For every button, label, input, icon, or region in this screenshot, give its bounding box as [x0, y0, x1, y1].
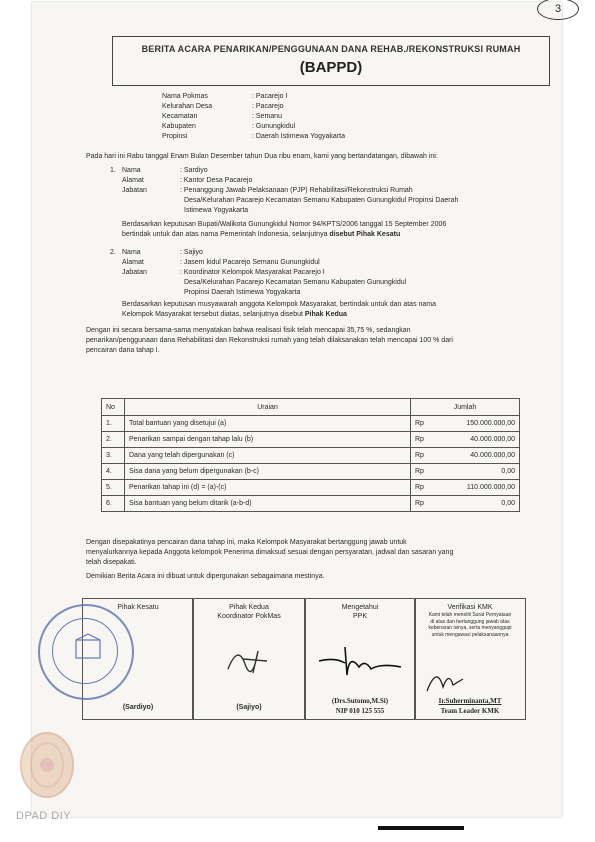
table-row — [102, 416, 520, 432]
row-currency: Rp — [411, 448, 434, 464]
document-title: BERITA ACARA PENARIKAN/PENGGUNAAN DANA REHAB./REKONSTRUKSI RUMAH — [141, 44, 521, 54]
party1-role-line3: Istimewa Yogyakarta — [184, 207, 249, 214]
party1-designation: disebut Pihak Kesatu — [329, 231, 401, 238]
handwritten-signature — [423, 661, 483, 697]
signature-title: Mengetahui — [341, 604, 379, 611]
table-row — [102, 432, 520, 448]
table-row — [102, 464, 520, 480]
row-no: 1. — [102, 416, 125, 432]
header-amount: Jumlah — [411, 399, 520, 416]
row-no: 4. — [102, 464, 125, 480]
header-no: No — [102, 399, 125, 416]
party2-role-label: Jabatan — [122, 269, 147, 276]
signature-box-pihak-kedua — [192, 598, 306, 720]
statement-line1: Dengan ini secara bersama-sama menyatakan bahwa realisasi fisik telah mencapai 35,75 %, sedangkan — [86, 327, 411, 334]
signatory-name: (Sajiyo) — [236, 704, 262, 711]
header-description: Uraian — [125, 399, 411, 416]
row-currency: Rp — [411, 496, 434, 512]
party2-name: : Sajiyo — [180, 249, 203, 256]
info-label-kecamatan: Kecamatan — [162, 113, 198, 120]
party2-number: 2. — [110, 249, 116, 256]
signature-title: Pihak Kesatu — [117, 604, 159, 611]
closing-statement: Demikian Berita Acara ini dibuat untuk dipergunakan sebagaimana mestinya. — [86, 573, 325, 580]
party1-address: : Kantor Desa Pacarejo — [180, 177, 253, 184]
signature-box-ppk — [304, 598, 416, 720]
signature-subtitle: Koordinator PokMas — [217, 613, 281, 620]
signature-title: Pihak Kedua — [229, 604, 269, 611]
info-value-kabupaten: : Gunungkidul — [252, 123, 296, 130]
info-value-pokmas: : Pacarejo I — [252, 93, 288, 100]
bottom-bar — [378, 826, 464, 830]
page-number: 3 — [537, 0, 579, 20]
table-row — [102, 480, 520, 496]
signature-subtitle: PPK — [352, 613, 367, 620]
party1-name: : Sardiyo — [180, 167, 208, 174]
funds-table — [101, 398, 520, 512]
party2-role-line2: Desa/Kelurahan Pacarejo Kecamatan Semanu Kabupaten Gunungkidul — [184, 279, 407, 286]
title-box — [112, 36, 550, 86]
party1-name-label: Nama — [122, 167, 141, 174]
row-currency: Rp — [411, 464, 434, 480]
party1-role-line1: : Penanggung Jawab Pelaksanaan (PJP) Rehabilitasi/Rekonstruksi Rumah — [180, 187, 413, 194]
party1-number: 1. — [110, 167, 116, 174]
info-value-kelurahan: : Pacarejo — [252, 103, 284, 110]
info-label-kabupaten: Kabupaten — [162, 123, 196, 130]
signatory-name: (Sardiyo) — [122, 704, 154, 711]
row-currency: Rp — [411, 480, 434, 496]
verification-note-line: untuk mengawasi pelaksanaannya — [431, 631, 509, 638]
party2-basis-text: Kelompok Masyarakat tersebut diatas, selanjutnya disebut — [122, 311, 303, 318]
info-label-pokmas: Nama Pokmas — [162, 93, 208, 100]
party2-basis-line2 — [122, 310, 347, 319]
row-no: 6. — [102, 496, 125, 512]
row-currency: Rp — [411, 432, 434, 448]
intro-text: Pada hari ini Rabu tanggal Enam Bulan Desember tahun Dua ribu enam, kami yang bertandatangan, dibawah ini: — [86, 153, 438, 160]
party2-role-line3: Propinsi Daerah Istimewa Yogyakarta — [184, 289, 301, 296]
signatory-name: Ir.Suherminanta,MT — [438, 697, 502, 705]
row-amount: 40.000.000,00 — [433, 448, 520, 464]
verification-note — [415, 612, 525, 638]
row-no: 2. — [102, 432, 125, 448]
party2-designation: Pihak Kedua — [304, 311, 347, 318]
party1-address-label: Alamat — [122, 177, 144, 184]
closing-line1: Dengan disepakatinya pencairan dana tahap ini, maka Kelompok Masyarakat bertanggung jawab untuk — [86, 539, 407, 546]
row-amount: 0,00 — [433, 464, 520, 480]
stamp-emblem-icon — [68, 630, 108, 670]
row-description: Dana yang telah dipergunakan (c) — [125, 448, 411, 464]
row-description: Penarikan tahap ini (d) = (a)-(c) — [125, 480, 411, 496]
party1-role-label: Jabatan — [122, 187, 147, 194]
info-value-kecamatan: : Semanu — [252, 113, 282, 120]
signatory-nip: NIP 010 125 555 — [335, 707, 385, 715]
archive-watermark-label: DPAD DIY — [16, 810, 72, 822]
statement-line2: penarikan/penggunaan dana Rehabilitasi dan Rekonstruksi rumah yang telah dilaksanakan telah mencapai 100 % dari — [86, 337, 453, 344]
row-amount: 110.000.000,00 — [433, 480, 520, 496]
party2-address: : Jasem kidul Pacarejo Semanu Gunungkidul — [180, 259, 320, 266]
signatory-role: Team Leader KMK — [440, 707, 500, 715]
verification-note-line: di atas dan bertanggung jawab atas — [430, 618, 510, 625]
info-label-propinsi: Propinsi — [162, 133, 188, 140]
signature-box-kmk — [414, 598, 526, 720]
party2-address-label: Alamat — [122, 259, 144, 266]
closing-line2: menyalurkannya kepada Anggota kelompok Penerima dimaksud sesuai dengan persyaratan, jadwal dan sasaran yang — [86, 549, 454, 556]
party2-role-line1: : Koordinator Kelompok Masyarakat Pacarejo I — [180, 269, 325, 276]
party1-basis-text: bertindak untuk dan atas nama Pemerintah Indonesia, selanjutnya — [122, 231, 328, 238]
verification-note-line: kebenaran isinya, serta menyanggupi — [428, 625, 512, 631]
document-abbreviation: (BAPPD) — [299, 59, 363, 76]
table-row — [102, 448, 520, 464]
verification-note-line: Kami telah meneliti Surat Pernyataan — [428, 612, 512, 618]
handwritten-signature — [223, 639, 273, 679]
row-description: Penarikan sampai dengan tahap lalu (b) — [125, 432, 411, 448]
handwritten-signature — [315, 637, 405, 682]
table-header-row — [102, 399, 520, 416]
row-no: 3. — [102, 448, 125, 464]
row-description: Total bantuan yang disetujui (a) — [125, 416, 411, 432]
info-value-propinsi: : Daerah Istimewa Yogyakarta — [252, 133, 345, 140]
row-no: 5. — [102, 480, 125, 496]
row-description: Sisa dana yang belum dipergunakan (b-c) — [125, 464, 411, 480]
closing-line3: telah disepakati. — [86, 559, 137, 566]
info-label-kelurahan: Kelurahan Desa — [162, 103, 213, 110]
statement-line3: pencairan dana tahap I. — [86, 347, 160, 354]
party2-name-label: Nama — [122, 249, 141, 256]
party1-role-line2: Desa/Kelurahan Pacarejo Kecamatan Semanu Kabupaten Gunungkidul Propinsi Daerah — [184, 197, 459, 204]
row-description: Sisa bantuan yang belum ditarik (a-b-d) — [125, 496, 411, 512]
signature-title: Verifikasi KMK — [447, 604, 493, 611]
row-amount: 40.000.000,00 — [433, 432, 520, 448]
party1-basis-line1: Berdasarkan keputusan Bupati/Walikota Gunungkidul Nomor 94/KPTS/2006 tanggal 15 September 2006 — [122, 221, 447, 228]
row-amount: 150.000.000,00 — [433, 416, 520, 432]
archive-emblem-icon — [18, 730, 76, 800]
row-currency: Rp — [411, 416, 434, 432]
party1-basis-line2 — [122, 230, 400, 239]
table-row — [102, 496, 520, 512]
row-amount: 0,00 — [433, 496, 520, 512]
party2-basis-line1: Berdasarkan keputusan musyawarah anggota Kelompok Masyarakat, bertindak untuk dan atas nama — [122, 301, 437, 308]
signatory-name: (Drs.Sutomo,M.Si) — [331, 697, 389, 705]
